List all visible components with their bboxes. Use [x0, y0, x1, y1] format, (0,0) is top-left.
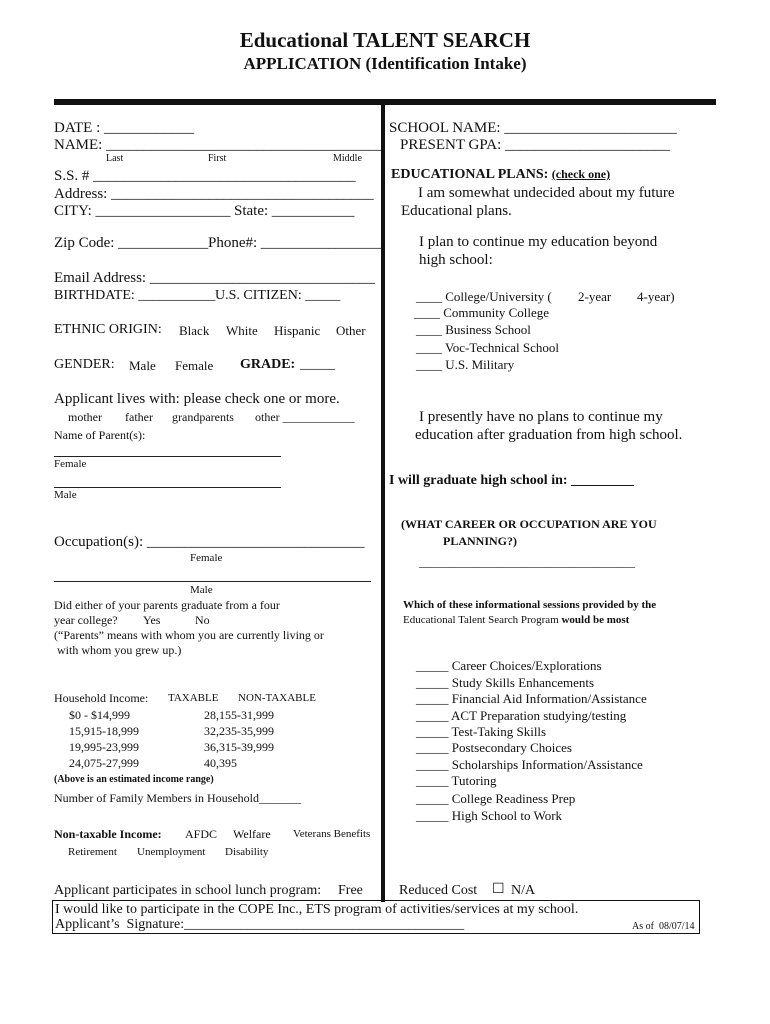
gender-label: GENDER:: [54, 357, 115, 372]
gpa-field[interactable]: PRESENT GPA: ______________________: [400, 137, 671, 153]
plan-four-year-option[interactable]: 4-year): [637, 289, 675, 304]
gender-male-option[interactable]: Male: [129, 358, 156, 373]
career-field[interactable]: ____________________________________: [419, 555, 635, 569]
income-range[interactable]: 36,315-39,999: [204, 740, 274, 754]
session-item[interactable]: _____ Tutoring: [416, 773, 497, 788]
parent-names-label: Name of Parent(s):: [54, 428, 146, 442]
parent-female-line[interactable]: [54, 456, 281, 457]
session-item[interactable]: _____ Scholarships Information/Assistance: [416, 757, 643, 772]
income-range[interactable]: $0 - $14,999: [69, 708, 130, 722]
nontax-disability-option[interactable]: Disability: [225, 846, 269, 858]
column-divider: [381, 103, 385, 902]
form-subtitle: APPLICATION (Identification Intake): [243, 54, 527, 73]
parents-graduate-yes[interactable]: Yes: [143, 613, 161, 627]
ethnic-other-option[interactable]: Other: [336, 323, 366, 338]
occupation-male-label: Male: [190, 584, 213, 596]
income-range[interactable]: 15,915-18,999: [69, 724, 139, 738]
session-item[interactable]: _____ Test-Taking Skills: [416, 724, 547, 739]
lunch-reduced-option[interactable]: Reduced Cost: [399, 883, 478, 898]
plan-undecided-option-2: Educational plans.: [401, 203, 512, 219]
non-taxable-label: NON-TAXABLE: [238, 692, 316, 704]
income-range[interactable]: 28,155-31,999: [204, 708, 274, 722]
check-one-note: (check one): [551, 167, 611, 181]
plan-two-year-option[interactable]: 2-year: [578, 289, 612, 304]
career-question: (WHAT CAREER OR OCCUPATION ARE YOU: [401, 517, 657, 531]
email-field[interactable]: Email Address: ______________________________: [54, 270, 375, 286]
grade-field[interactable]: _____: [300, 357, 335, 372]
income-note: (Above is an estimated income range): [54, 774, 214, 785]
ethnic-origin-label: ETHNIC ORIGIN:: [54, 322, 162, 337]
lives-grandparents-option[interactable]: grandparents: [172, 410, 234, 424]
parent-male-label: Male: [54, 489, 77, 501]
nontax-veterans-option[interactable]: Veterans Benefits: [293, 828, 371, 840]
sessions-most: would be most: [561, 614, 630, 626]
income-range[interactable]: 40,395: [204, 756, 237, 770]
ethnic-hispanic-option[interactable]: Hispanic: [274, 323, 321, 338]
income-range[interactable]: 24,075-27,999: [69, 756, 139, 770]
session-item[interactable]: _____ Financial Aid Information/Assistance: [416, 691, 647, 706]
parents-graduate-question: Did either of your parents graduate from a four: [54, 598, 280, 612]
citizen-field[interactable]: U.S. CITIZEN: _____: [215, 288, 341, 303]
parents-note-1: (“Parents” means with whom you are currently living or: [54, 628, 324, 642]
name-field[interactable]: NAME: _____________________________________: [54, 137, 384, 153]
plan-no-plans-option[interactable]: I presently have no plans to continue my: [419, 409, 663, 425]
session-item[interactable]: _____ College Readiness Prep: [416, 791, 576, 806]
name-last-label: Last: [106, 153, 124, 164]
zip-field[interactable]: Zip Code: ____________: [54, 235, 209, 251]
sessions-program: Educational Talent Search Program: [403, 614, 559, 626]
plan-community-option[interactable]: ____ Community College: [414, 305, 550, 320]
lunch-free-option[interactable]: Free: [338, 883, 363, 898]
nontaxable-income-label: Non-taxable Income:: [54, 827, 162, 841]
session-item[interactable]: _____ High School to Work: [416, 808, 563, 823]
plan-continue-option[interactable]: I plan to continue my education beyond: [419, 234, 658, 250]
taxable-label: TAXABLE: [168, 692, 219, 704]
plan-voc-option[interactable]: ____ Voc-Technical School: [416, 340, 560, 355]
plan-undecided-option[interactable]: I am somewhat undecided about my future: [418, 185, 675, 201]
plan-college-option[interactable]: ____ College/University (: [416, 289, 552, 304]
school-name-field[interactable]: SCHOOL NAME: _______________________: [389, 120, 677, 136]
header-divider: [54, 99, 716, 105]
date-field[interactable]: DATE : ____________: [54, 120, 194, 136]
parents-graduate-question-2: year college?: [54, 613, 118, 627]
ethnic-black-option[interactable]: Black: [179, 323, 210, 338]
career-question-2: PLANNING?): [443, 534, 517, 548]
ethnic-white-option[interactable]: White: [226, 323, 258, 338]
income-range[interactable]: 32,235-35,999: [204, 724, 274, 738]
nontax-afdc-option[interactable]: AFDC: [185, 827, 218, 841]
plan-business-option[interactable]: ____ Business School: [416, 322, 531, 337]
plan-no-plans-option-2: education after graduation from high school.: [415, 427, 683, 443]
checkbox-icon[interactable]: ☐: [492, 882, 505, 897]
session-item[interactable]: _____ Postsecondary Choices: [416, 740, 572, 755]
family-members-field[interactable]: Number of Family Members in Household_______: [54, 791, 301, 805]
session-item[interactable]: _____ Career Choices/Explorations: [416, 658, 602, 673]
address-field[interactable]: Address: ___________________________________: [54, 186, 374, 202]
signature-field[interactable]: Applicant’s Signature:________________________________________: [55, 917, 465, 932]
birthdate-field[interactable]: BIRTHDATE: ___________: [54, 288, 216, 303]
session-item[interactable]: _____ ACT Preparation studying/testing: [416, 708, 627, 723]
ss-field[interactable]: S.S. # ___________________________________: [54, 168, 356, 184]
parents-note-2: with whom you grew up.): [57, 643, 182, 657]
lives-other-option[interactable]: other ____________: [255, 410, 355, 424]
plan-continue-option-2: high school:: [419, 252, 493, 268]
form-version-date: As of 08/07/14: [632, 921, 695, 932]
state-field[interactable]: State: ___________: [234, 203, 355, 219]
income-range[interactable]: 19,995-23,999: [69, 740, 139, 754]
lives-mother-option[interactable]: mother: [68, 410, 102, 424]
lives-father-option[interactable]: father: [125, 410, 153, 424]
name-first-label: First: [208, 153, 227, 164]
plan-military-option[interactable]: ____ U.S. Military: [416, 357, 515, 372]
lives-with-label: Applicant lives with: please check one or more.: [54, 391, 340, 407]
educational-plans-heading: EDUCATIONAL PLANS:: [391, 167, 549, 182]
sessions-question-2: [403, 615, 629, 626]
city-field[interactable]: CITY: __________________: [54, 203, 231, 219]
cope-consent-text: I would like to participate in the COPE Inc., ETS program of activities/services at my school.: [55, 902, 579, 917]
nontax-unemployment-option[interactable]: Unemployment: [137, 846, 206, 858]
graduate-year-field[interactable]: I will graduate high school in: _________: [389, 473, 635, 488]
parents-graduate-no[interactable]: No: [195, 613, 210, 627]
lunch-na-option[interactable]: N/A: [511, 883, 536, 898]
household-income-label: Household Income:: [54, 691, 149, 705]
occupation-male-line[interactable]: [54, 581, 371, 582]
grade-label: GRADE:: [240, 357, 296, 372]
educational-plans-label: [391, 168, 610, 182]
occupation-female-label: Female: [190, 552, 223, 564]
parent-female-label: Female: [54, 458, 87, 470]
occupation-field[interactable]: Occupation(s): _____________________________: [54, 534, 365, 550]
lunch-program-label: Applicant participates in school lunch program:: [54, 883, 322, 898]
nontax-retirement-option[interactable]: Retirement: [68, 846, 117, 858]
nontax-welfare-option[interactable]: Welfare: [233, 827, 271, 841]
name-middle-label: Middle: [333, 153, 362, 164]
session-item[interactable]: _____ Study Skills Enhancements: [416, 675, 595, 690]
phone-field[interactable]: Phone#: ________________: [208, 235, 381, 251]
parent-male-line[interactable]: [54, 487, 281, 488]
gender-female-option[interactable]: Female: [175, 358, 214, 373]
form-title: Educational TALENT SEARCH: [239, 28, 531, 52]
sessions-question: Which of these informational sessions provided by the: [403, 599, 657, 611]
